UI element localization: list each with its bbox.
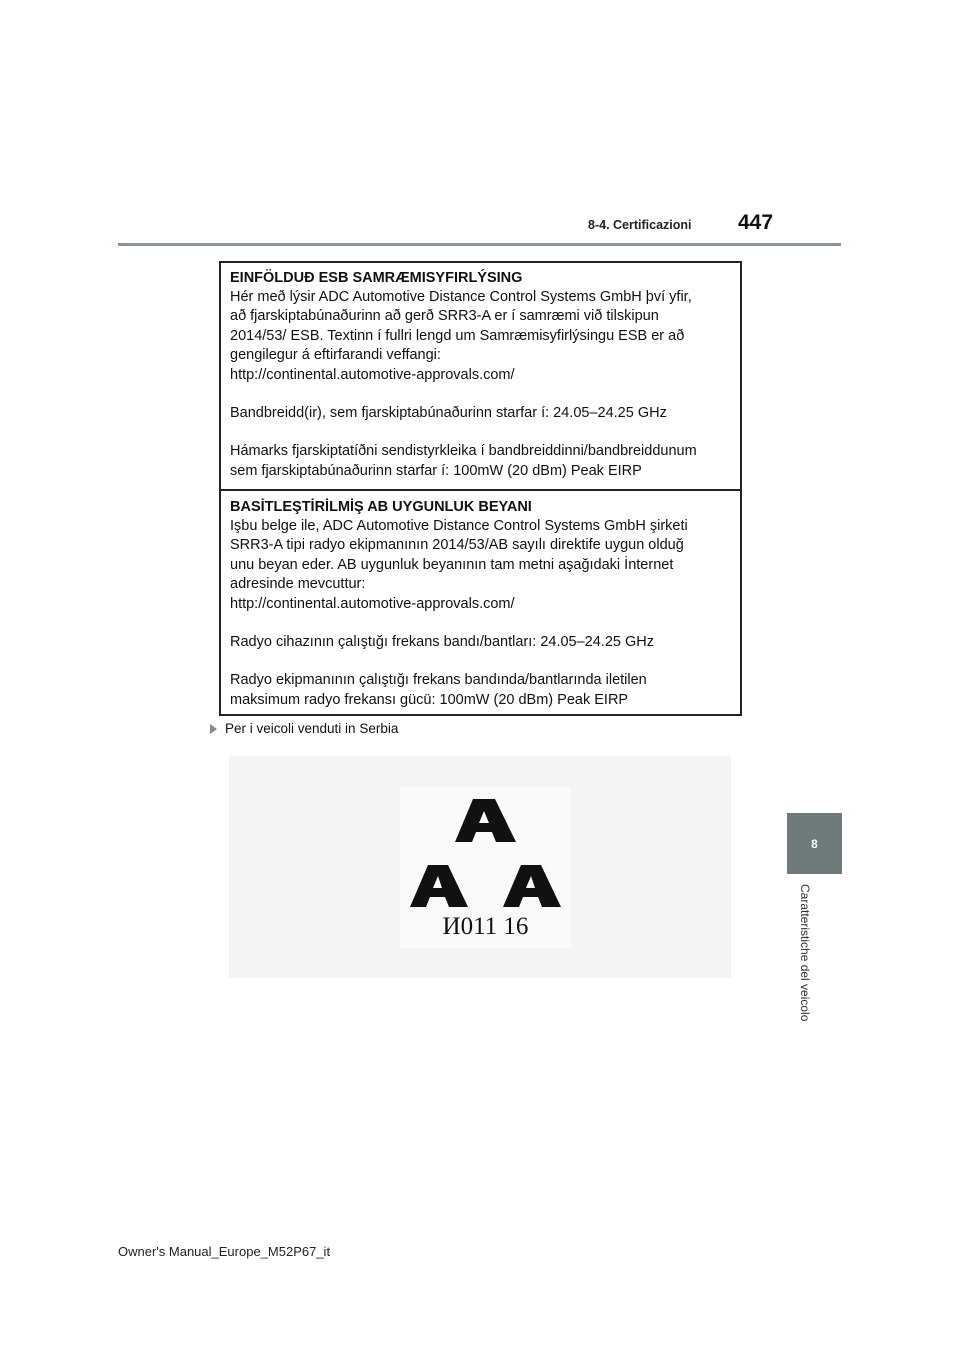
spacer (230, 652, 731, 671)
declaration-line: að fjarskiptabúnaðurinn að gerð SRR3-A er í samræmi við tilskipun (230, 308, 659, 325)
declaration-line: adresinde mevcuttur: (230, 576, 366, 593)
triangle-right-icon (503, 865, 561, 907)
declaration-icelandic (221, 263, 740, 491)
page-number: 447 (738, 211, 774, 234)
chapter-title-vertical (794, 884, 816, 1044)
serbia-mark-panel (400, 787, 571, 948)
serbia-bullet (210, 721, 398, 736)
spacer (230, 385, 731, 404)
footer-document-name: Owner's Manual_Europe_M52P67_it (118, 1244, 331, 1259)
declaration-line: unu beyan eder. AB uygunluk beyanının tam metni aşağıdaki İnternet (230, 556, 674, 573)
triangle-left-icon (410, 865, 468, 907)
declaration-line: Radyo cihazının çalıştığı frekans bandı/bantları: 24.05–24.25 GHz (230, 634, 654, 651)
bullet-text: Per i veicoli venduti in Serbia (225, 721, 399, 736)
bullet-arrow-icon (210, 724, 217, 734)
serbia-mark-figure (229, 756, 731, 978)
declaration-line: Radyo ekipmanının çalıştığı frekans bandında/bantlarında iletilen (230, 672, 647, 689)
declaration-line: maksimum radyo frekansı gücü: 100mW (20 dBm) Peak EIRP (230, 691, 629, 708)
triangle-top-icon (455, 799, 516, 842)
chapter-number: 8 (811, 836, 818, 851)
declaration-line: gengilegur á eftirfarandi veffangi: (230, 347, 441, 364)
declaration-title: EINFÖLDUÐ ESB SAMRÆMISYFIRLÝSING (230, 270, 523, 286)
declaration-title: BASİTLEŞTİRİLMİŞ AB UYGUNLUK BEYANI (230, 499, 532, 515)
serbia-mark-code: И011 16 (442, 913, 529, 940)
declaration-line: Işbu belge ile, ADC Automotive Distance Control Systems GmbH şirketi (230, 518, 688, 534)
declaration-line: sem fjarskiptabúnaðurinn starfar í: 100mW (20 dBm) Peak EIRP (230, 462, 642, 479)
spacer (230, 423, 731, 442)
declaration-box (219, 261, 742, 716)
chapter-tab[interactable] (787, 813, 842, 874)
chapter-title: Caratteristiche del veicolo (798, 884, 812, 1022)
declaration-line: 2014/53/ ESB. Textinn í fullri lengd um Samræmisyfirlýsingu ESB er að (230, 327, 685, 344)
declaration-line: SRR3-A tipi radyo ekipmanının 2014/53/AB sayılı direktife uygun olduğ (230, 537, 684, 554)
declaration-url: http://continental.automotive-approvals.com/ (230, 595, 515, 612)
declaration-url: http://continental.automotive-approvals.com/ (230, 366, 515, 383)
section-title: 8-4. Certificazioni (588, 218, 692, 232)
declaration-line: Hér með lýsir ADC Automotive Distance Control Systems GmbH því yfir, (230, 289, 692, 305)
declaration-line: Bandbreidd(ir), sem fjarskiptabúnaðurinn starfar í: 24.05–24.25 GHz (230, 405, 667, 422)
declaration-turkish (221, 492, 740, 714)
header-divider (118, 243, 841, 246)
declaration-line: Hámarks fjarskiptatíðni sendistyrkleika í bandbreiddinni/bandbreiddunum (230, 443, 697, 460)
spacer (230, 614, 731, 633)
